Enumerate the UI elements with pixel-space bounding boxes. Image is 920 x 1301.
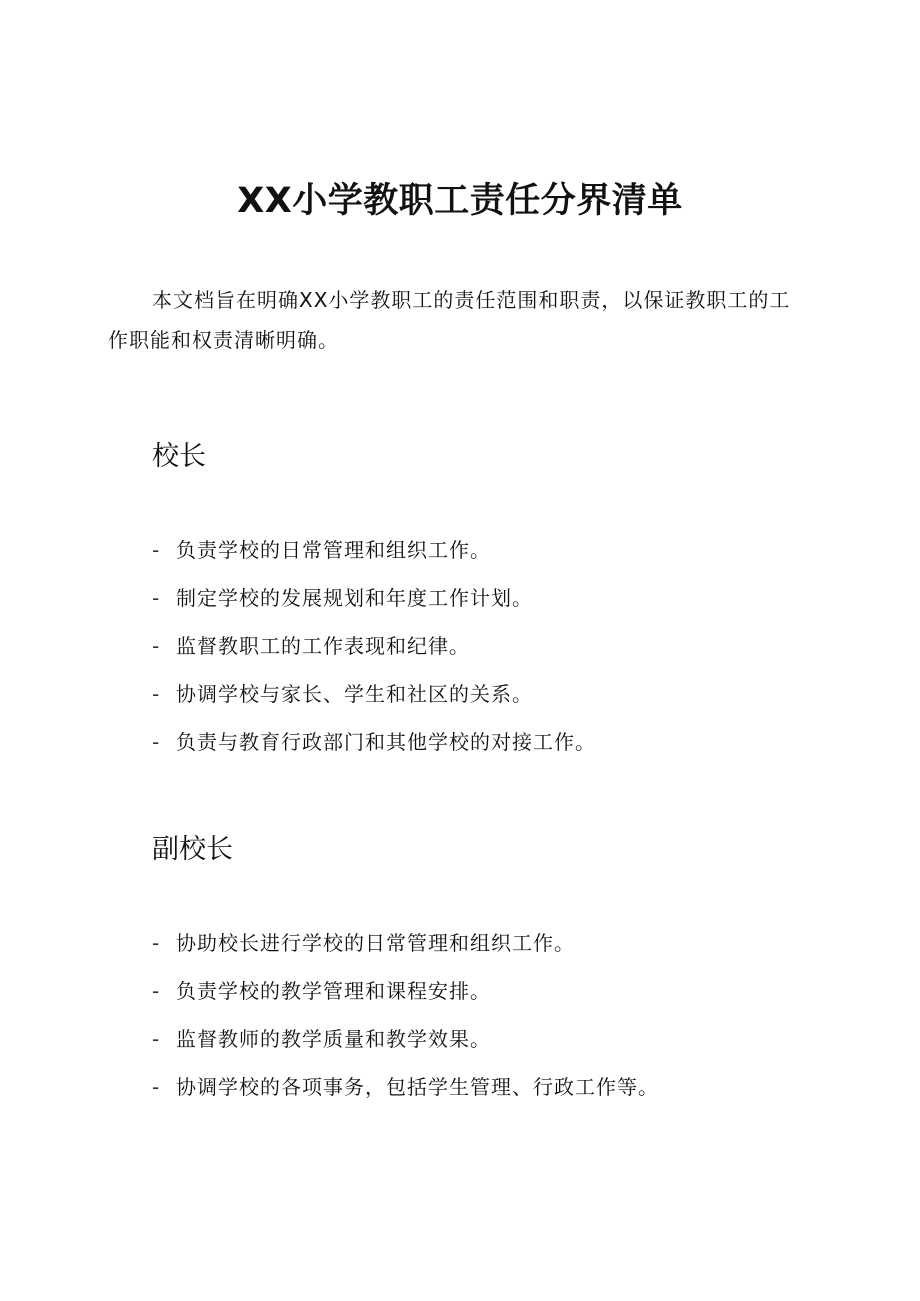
list-item: [152, 971, 812, 1019]
list-item-text: 协调学校的各项事务，包括学生管理、行政工作等。: [176, 1075, 659, 1099]
principal-duty-list: [152, 530, 812, 770]
list-item: [152, 1067, 812, 1115]
list-item: [152, 674, 812, 722]
list-item-text: 监督教职工的工作表现和纪律。: [176, 634, 470, 658]
document-title: XX小学教职工责任分界清单: [237, 181, 683, 221]
list-item-text: 负责学校的教学管理和课程安排。: [176, 979, 491, 1003]
dash-bullet: -: [152, 634, 161, 658]
section-heading-vice-principal: 副校长: [152, 834, 233, 865]
list-item: [152, 923, 812, 971]
dash-bullet: -: [152, 538, 161, 562]
dash-bullet: -: [152, 1027, 161, 1051]
list-item-text: 协助校长进行学校的日常管理和组织工作。: [176, 931, 575, 955]
dash-bullet: -: [152, 1075, 161, 1099]
list-item: [152, 1019, 812, 1067]
list-item: [152, 722, 812, 770]
list-item: [152, 626, 812, 674]
list-item-text: 协调学校与家长、学生和社区的关系。: [176, 682, 533, 706]
list-item-text: 负责与教育行政部门和其他学校的对接工作。: [176, 730, 596, 754]
list-item-text: 监督教师的教学质量和教学效果。: [176, 1027, 491, 1051]
dash-bullet: -: [152, 931, 161, 955]
list-item-text: 制定学校的发展规划和年度工作计划。: [176, 586, 533, 610]
dash-bullet: -: [152, 586, 161, 610]
list-item: [152, 530, 812, 578]
dash-bullet: -: [152, 979, 161, 1003]
dash-bullet: -: [152, 682, 161, 706]
section-heading-principal: 校长: [152, 441, 206, 472]
intro-paragraph: 本文档旨在明确XX小学教职工的责任范围和职责，以保证教职工的工作职能和权责清晰明确。: [108, 288, 791, 352]
vice-principal-duty-list: [152, 923, 812, 1115]
list-item-text: 负责学校的日常管理和组织工作。: [176, 538, 491, 562]
list-item: [152, 578, 812, 626]
dash-bullet: -: [152, 730, 161, 754]
